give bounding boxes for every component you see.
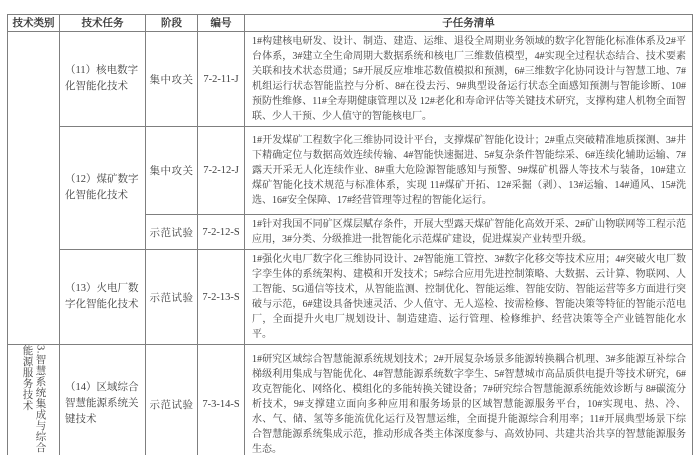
- row-task-11: [8, 32, 693, 127]
- task-name-14: （14）区域综合智慧能源系统关键技术: [60, 345, 146, 455]
- code-14: 7-3-14-S: [198, 345, 245, 455]
- header-phase: 阶段: [146, 15, 198, 32]
- subtasks-11: 1#构建核电研发、设计、制造、建造、运维、退役全周期业务领域的数字化智能化标准体系及2#平台体系，3#建立全生命周期大数据系统和核电厂三维数值模型，4#实现全过程状态结合、技术要素关联和技术状态贯通；5#开展反应堆堆芯数值模拟和预测，6#三维数字化协同设计与智慧工地、7#机组运行状态智能监控与分析、8#在役去污、9#典型设备运行状态全面感知预测与智能诊断、10#预防性维修、11#全寿期健康管理以及 12#老化和寿命评估等关键技术研究，支撑构建人机物全面智联、少人干预、少人值守的智能核电厂。: [245, 32, 693, 127]
- subtasks-14: 1#研究区域综合智慧能源系统规划技术；2#开展复杂场景多能源转换耦合机理、3#多能源互补综合梯级利用集成与智能优化、4#智慧能源系统数字孪生、5#智慧城市高品质供电提升等技术研究，6#攻克智能化、网络化、模组化的多能转换关键设备；7#研究综合智慧能源系统能效诊断与 8#碳流分析技术，9#支撑建立面向多种应用和服务场景的区域智慧能源服务平台，10#实现电、热、冷、水、气、储、氢等多能流优化运行及智慧运维，全面提升能源综合利用率；11#开展典型场景下综合智慧能源系统集成示范，推动形成各类主体深度参与、高效协同、共建共治共享的智慧能源服务生态。: [245, 345, 693, 455]
- phase-14: 示范试验: [146, 345, 198, 455]
- phase-12-s: 示范试验: [146, 215, 198, 250]
- subtasks-13: 1#强化火电厂数字化三维协同设计、2#智能施工管控、3#数字化移交等技术应用；4#突破火电厂数字孪生体的系统架构、建模和开发技术；5#综合应用先进控制策略、大数据、云计算、物联网、人工智能、5G通信等技术，从智能监测、控制优化、智能运维、智能安防、智能运营等多方面进行突破与示范，6#建设具备快速灵活、少人值守、无人巡检、按需检修、智能决策等特征的智能示范电厂，全面提升火电厂规划设计、制造建造、运行管理、检修维护、经营决策等全产业链智能化水平。: [245, 250, 693, 345]
- phase-11: 集中攻关: [146, 32, 198, 127]
- row-task-12-jzgg: [8, 127, 693, 215]
- phase-13: 示范试验: [146, 250, 198, 345]
- category-cell: [8, 345, 60, 455]
- energy-tech-task-table: [7, 14, 693, 455]
- subtasks-12-s: 1#针对我国不同矿区煤层赋存条件，开展大型露天煤矿智能化高效开采、2#矿山物联网等工程示范应用，3#分类、分级推进一批智能化示范煤矿建设，促进煤炭产业转型升级。: [245, 215, 693, 250]
- category-cell-empty: [8, 32, 60, 345]
- header-subtask-list: 子任务清单: [245, 15, 693, 32]
- table-header-row: [8, 15, 693, 32]
- code-12-j: 7-2-12-J: [198, 127, 245, 215]
- task-name-12: （12）煤矿数字化智能化技术: [60, 127, 146, 250]
- header-code: 编号: [198, 15, 245, 32]
- code-12-s: 7-2-12-S: [198, 215, 245, 250]
- row-task-14: [8, 345, 693, 455]
- subtasks-12-j: 1#开发煤矿工程数字化三维协同设计平台，支撑煤矿智能化设计；2#重点突破精准地质探测、3#井下精确定位与数据高效连续传输、4#智能快速掘进、5#复杂条件智能综采、6#连续化辅助运输、7#露天开采无人化连续作业、8#重大危险源智能感知与预警、9#煤矿机器人等技术与装备，10#建立煤矿智能化技术规范与标准体系，实现 11#煤矿开拓、12#采掘（剥）、13#运输、14#通风、15#洗选、16#安全保障、17#经营管理等过程的智能化运行。: [245, 127, 693, 215]
- header-tech-category: 技术类别: [8, 15, 60, 32]
- code-11: 7-2-11-J: [198, 32, 245, 127]
- task-name-13: （13）火电厂数字化智能化技术: [60, 250, 146, 345]
- row-task-13: [8, 250, 693, 345]
- phase-12-j: 集中攻关: [146, 127, 198, 215]
- code-13: 7-2-13-S: [198, 250, 245, 345]
- category-label: 3.智慧系统集成与综合能源服务技术: [21, 345, 46, 453]
- task-name-11: （11）核电数字化智能化技术: [60, 32, 146, 127]
- header-tech-task: 技术任务: [60, 15, 146, 32]
